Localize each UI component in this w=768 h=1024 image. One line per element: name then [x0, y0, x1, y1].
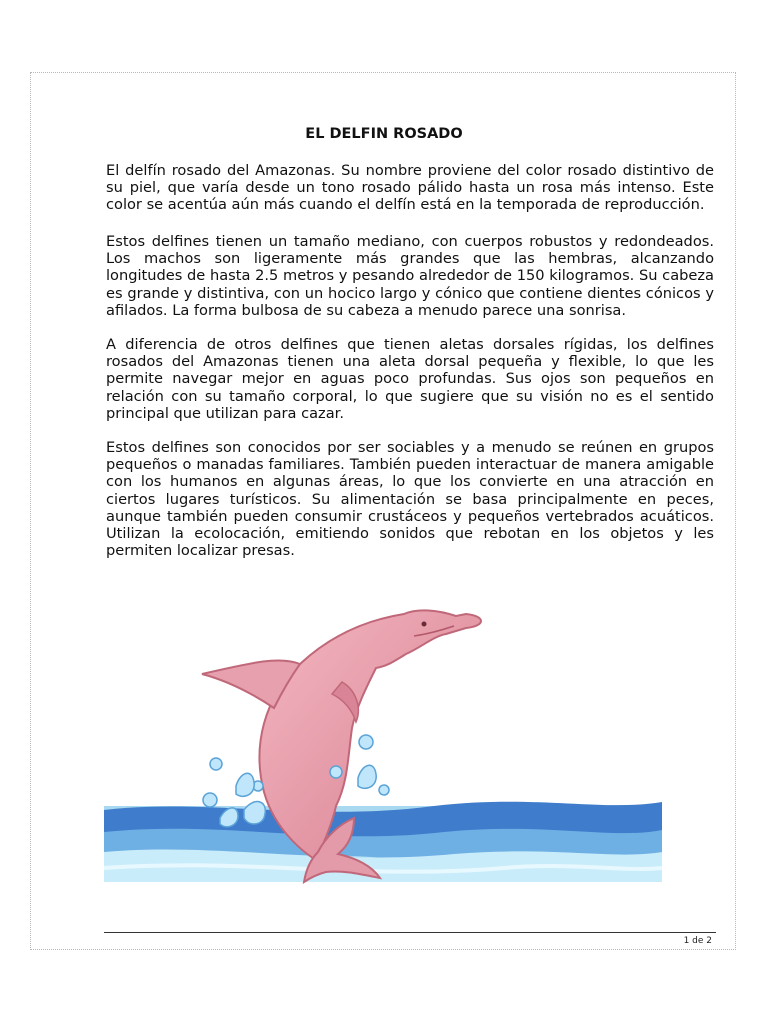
paragraph-intro: El delfín rosado del Amazonas. Su nombre proviene del color rosado distintivo de su piel, que varía desde un tono rosado pálido hasta un rosa más intenso. Este color se acentúa aún más cuando el delfín está en la temporada de reproducción.: [106, 162, 714, 214]
water-waves: [104, 802, 662, 882]
paragraph-size: Estos delfines tienen un tamaño mediano, con cuerpos robustos y redondeados. Los machos son ligeramente más grandes que las hembras, alcanzando longitudes de hasta 2.5 metros y pesando alrededor de 150 kilogramos. Su cabeza es grande y distintiva, con un hocico largo y cónico que contiene dientes cónicos y afilados. La forma bulbosa de su cabeza a menudo parece una sonrisa.: [106, 233, 714, 319]
paragraph-fins: A diferencia de otros delfines que tienen aletas dorsales rígidas, los delfines rosados del Amazonas tienen una aleta dorsal pequeña y flexible, lo que les permite navegar mejor en aguas poco profundas. Sus ojos son pequeños en relación con su tamaño corporal, lo que sugiere que su visión no es el sentido principal que utilizan para cazar.: [106, 336, 714, 422]
page-number: 1 de 2: [683, 936, 712, 946]
document-title: EL DELFIN ROSADO: [305, 126, 463, 142]
paragraph-behavior: Estos delfines son conocidos por ser sociables y a menudo se reúnen en grupos pequeños o manadas familiares. También pueden interactuar de manera amigable con los humanos en algunas áreas, lo que los convierte en una atracción en ciertos lugares turísticos. Su alimentación se basa principalmente en peces, aunque también pueden consumir crustáceos y pequeños vertebrados acuáticos. Utilizan la ecolocación, emitiendo sonidos que rebotan en los objetos y les permiten localizar presas.: [106, 439, 714, 560]
dolphin-illustration: [104, 596, 664, 884]
footer-rule: [104, 932, 716, 933]
